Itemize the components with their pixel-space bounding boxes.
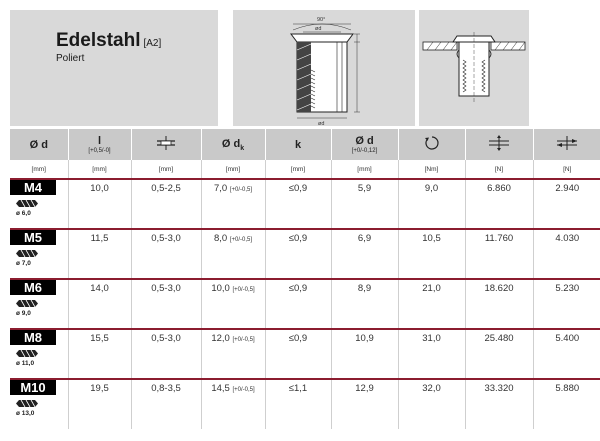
rivet-nut-cross-section-drawing bbox=[233, 10, 415, 126]
head-height-cell: ≤0,9 bbox=[265, 279, 331, 329]
head-height-cell: ≤0,9 bbox=[265, 329, 331, 379]
table-row bbox=[10, 179, 600, 229]
rivet-nut-mounted-drawing bbox=[419, 10, 529, 126]
tensile-force-icon bbox=[487, 135, 511, 151]
col-header-grip-range bbox=[131, 129, 201, 160]
table-row bbox=[10, 379, 600, 429]
drill-bit-icon bbox=[16, 199, 38, 208]
drill-diameter: ø 9,0 bbox=[16, 310, 31, 317]
size-cell bbox=[10, 379, 68, 429]
specification-table bbox=[10, 129, 600, 429]
unit-cell: [mm] bbox=[31, 165, 46, 173]
shear-force-icon bbox=[555, 135, 579, 151]
head-height-cell: ≤1,1 bbox=[265, 379, 331, 429]
head-height-cell: ≤0,9 bbox=[265, 179, 331, 229]
unit-cell: [mm] bbox=[68, 160, 131, 179]
torque-cell: 10,5 bbox=[398, 229, 465, 279]
drill-bit-icon bbox=[16, 299, 38, 308]
title-panel bbox=[10, 10, 218, 126]
drill-bit-icon bbox=[16, 399, 38, 408]
shear-force-cell: 5.880 bbox=[533, 379, 600, 429]
grip-range-cell: 0,5-2,5 bbox=[131, 179, 201, 229]
unit-cell: [N] bbox=[465, 160, 533, 179]
size-cell bbox=[10, 229, 68, 279]
grade-label: [A2] bbox=[143, 38, 162, 49]
grip-range-icon bbox=[155, 135, 177, 151]
product-title bbox=[56, 30, 161, 52]
thread-size-label: M8 bbox=[10, 330, 56, 345]
head-height-cell: ≤0,9 bbox=[265, 229, 331, 279]
finish-label: Poliert bbox=[56, 53, 85, 64]
outer-diameter-cell: 6,9 bbox=[331, 229, 398, 279]
unit-cell: [mm] bbox=[331, 160, 398, 179]
thread-size-label: M10 bbox=[10, 380, 56, 395]
torque-icon bbox=[424, 135, 440, 151]
unit-cell: [mm] bbox=[131, 160, 201, 179]
tensile-force-cell: 6.860 bbox=[465, 179, 533, 229]
col-header-torque bbox=[398, 129, 465, 160]
tensile-force-cell: 18.620 bbox=[465, 279, 533, 329]
drill-diameter: ø 6,0 bbox=[16, 210, 31, 217]
head-diameter-cell: 10,0 [+0/-0,5] bbox=[201, 279, 265, 329]
outer-diameter-cell: 10,9 bbox=[331, 329, 398, 379]
tensile-force-cell: 25.480 bbox=[465, 329, 533, 379]
col-header-head-height: k bbox=[265, 129, 331, 160]
drill-diameter: ø 11,0 bbox=[16, 360, 35, 367]
title-text: Edelstahl bbox=[56, 30, 141, 51]
torque-cell: 9,0 bbox=[398, 179, 465, 229]
grip-range-cell: 0,5-3,0 bbox=[131, 329, 201, 379]
thread-size-label: M6 bbox=[10, 280, 56, 295]
header-row bbox=[10, 129, 600, 160]
length-cell: 15,5 bbox=[68, 329, 131, 379]
size-cell bbox=[10, 279, 68, 329]
length-cell: 11,5 bbox=[68, 229, 131, 279]
drill-bit-icon bbox=[16, 249, 38, 258]
outer-diameter-cell: 8,9 bbox=[331, 279, 398, 329]
outer-diameter-cell: 12,9 bbox=[331, 379, 398, 429]
size-cell bbox=[10, 179, 68, 229]
length-cell: 10,0 bbox=[68, 179, 131, 229]
units-row bbox=[10, 160, 600, 179]
col-header-shear-force bbox=[533, 129, 600, 160]
shear-force-cell: 2.940 bbox=[533, 179, 600, 229]
tensile-force-cell: 11.760 bbox=[465, 229, 533, 279]
col-header-drill-diameter: Ø d bbox=[10, 129, 68, 160]
unit-cell: [Nm] bbox=[398, 160, 465, 179]
table-row bbox=[10, 279, 600, 329]
outer-diameter-cell: 5,9 bbox=[331, 179, 398, 229]
thread-size-label: M5 bbox=[10, 230, 56, 245]
unit-cell: [mm] bbox=[265, 160, 331, 179]
drill-diameter: ø 13,0 bbox=[16, 410, 35, 417]
col-header-length: l [+0,5/-0] bbox=[68, 129, 131, 160]
grip-range-cell: 0,5-3,0 bbox=[131, 279, 201, 329]
shear-force-cell: 5.230 bbox=[533, 279, 600, 329]
cross-section-panel bbox=[233, 10, 415, 126]
table-row bbox=[10, 229, 600, 279]
col-header-outer-diameter: Ø d [+0/-0,12] bbox=[331, 129, 398, 160]
angle-label: 90° bbox=[317, 17, 326, 23]
head-diameter-cell: 8,0 [+0/-0,5] bbox=[201, 229, 265, 279]
unit-cell: [mm] bbox=[201, 160, 265, 179]
d-label: ød bbox=[318, 121, 325, 126]
table-row bbox=[10, 329, 600, 379]
col-header-tensile-force bbox=[465, 129, 533, 160]
mounted-view-panel bbox=[419, 10, 529, 126]
head-diameter-cell: 7,0 [+0/-0,5] bbox=[201, 179, 265, 229]
shear-force-cell: 4.030 bbox=[533, 229, 600, 279]
length-cell: 14,0 bbox=[68, 279, 131, 329]
col-header-head-diameter: Ø $d_k$ bbox=[201, 129, 265, 160]
head-diameter-cell: 14,5 [+0/-0,5] bbox=[201, 379, 265, 429]
thread-size-label: M4 bbox=[10, 180, 56, 195]
shear-force-cell: 5.400 bbox=[533, 329, 600, 379]
grip-range-cell: 0,8-3,5 bbox=[131, 379, 201, 429]
drill-diameter: ø 7,0 bbox=[16, 260, 31, 267]
torque-cell: 31,0 bbox=[398, 329, 465, 379]
grip-range-cell: 0,5-3,0 bbox=[131, 229, 201, 279]
dk-label: ød bbox=[315, 26, 322, 32]
drill-bit-icon bbox=[16, 349, 38, 358]
tensile-force-cell: 33.320 bbox=[465, 379, 533, 429]
size-cell bbox=[10, 329, 68, 379]
unit-cell: [N] bbox=[533, 160, 600, 179]
head-diameter-cell: 12,0 [+0/-0,5] bbox=[201, 329, 265, 379]
torque-cell: 21,0 bbox=[398, 279, 465, 329]
length-cell: 19,5 bbox=[68, 379, 131, 429]
torque-cell: 32,0 bbox=[398, 379, 465, 429]
